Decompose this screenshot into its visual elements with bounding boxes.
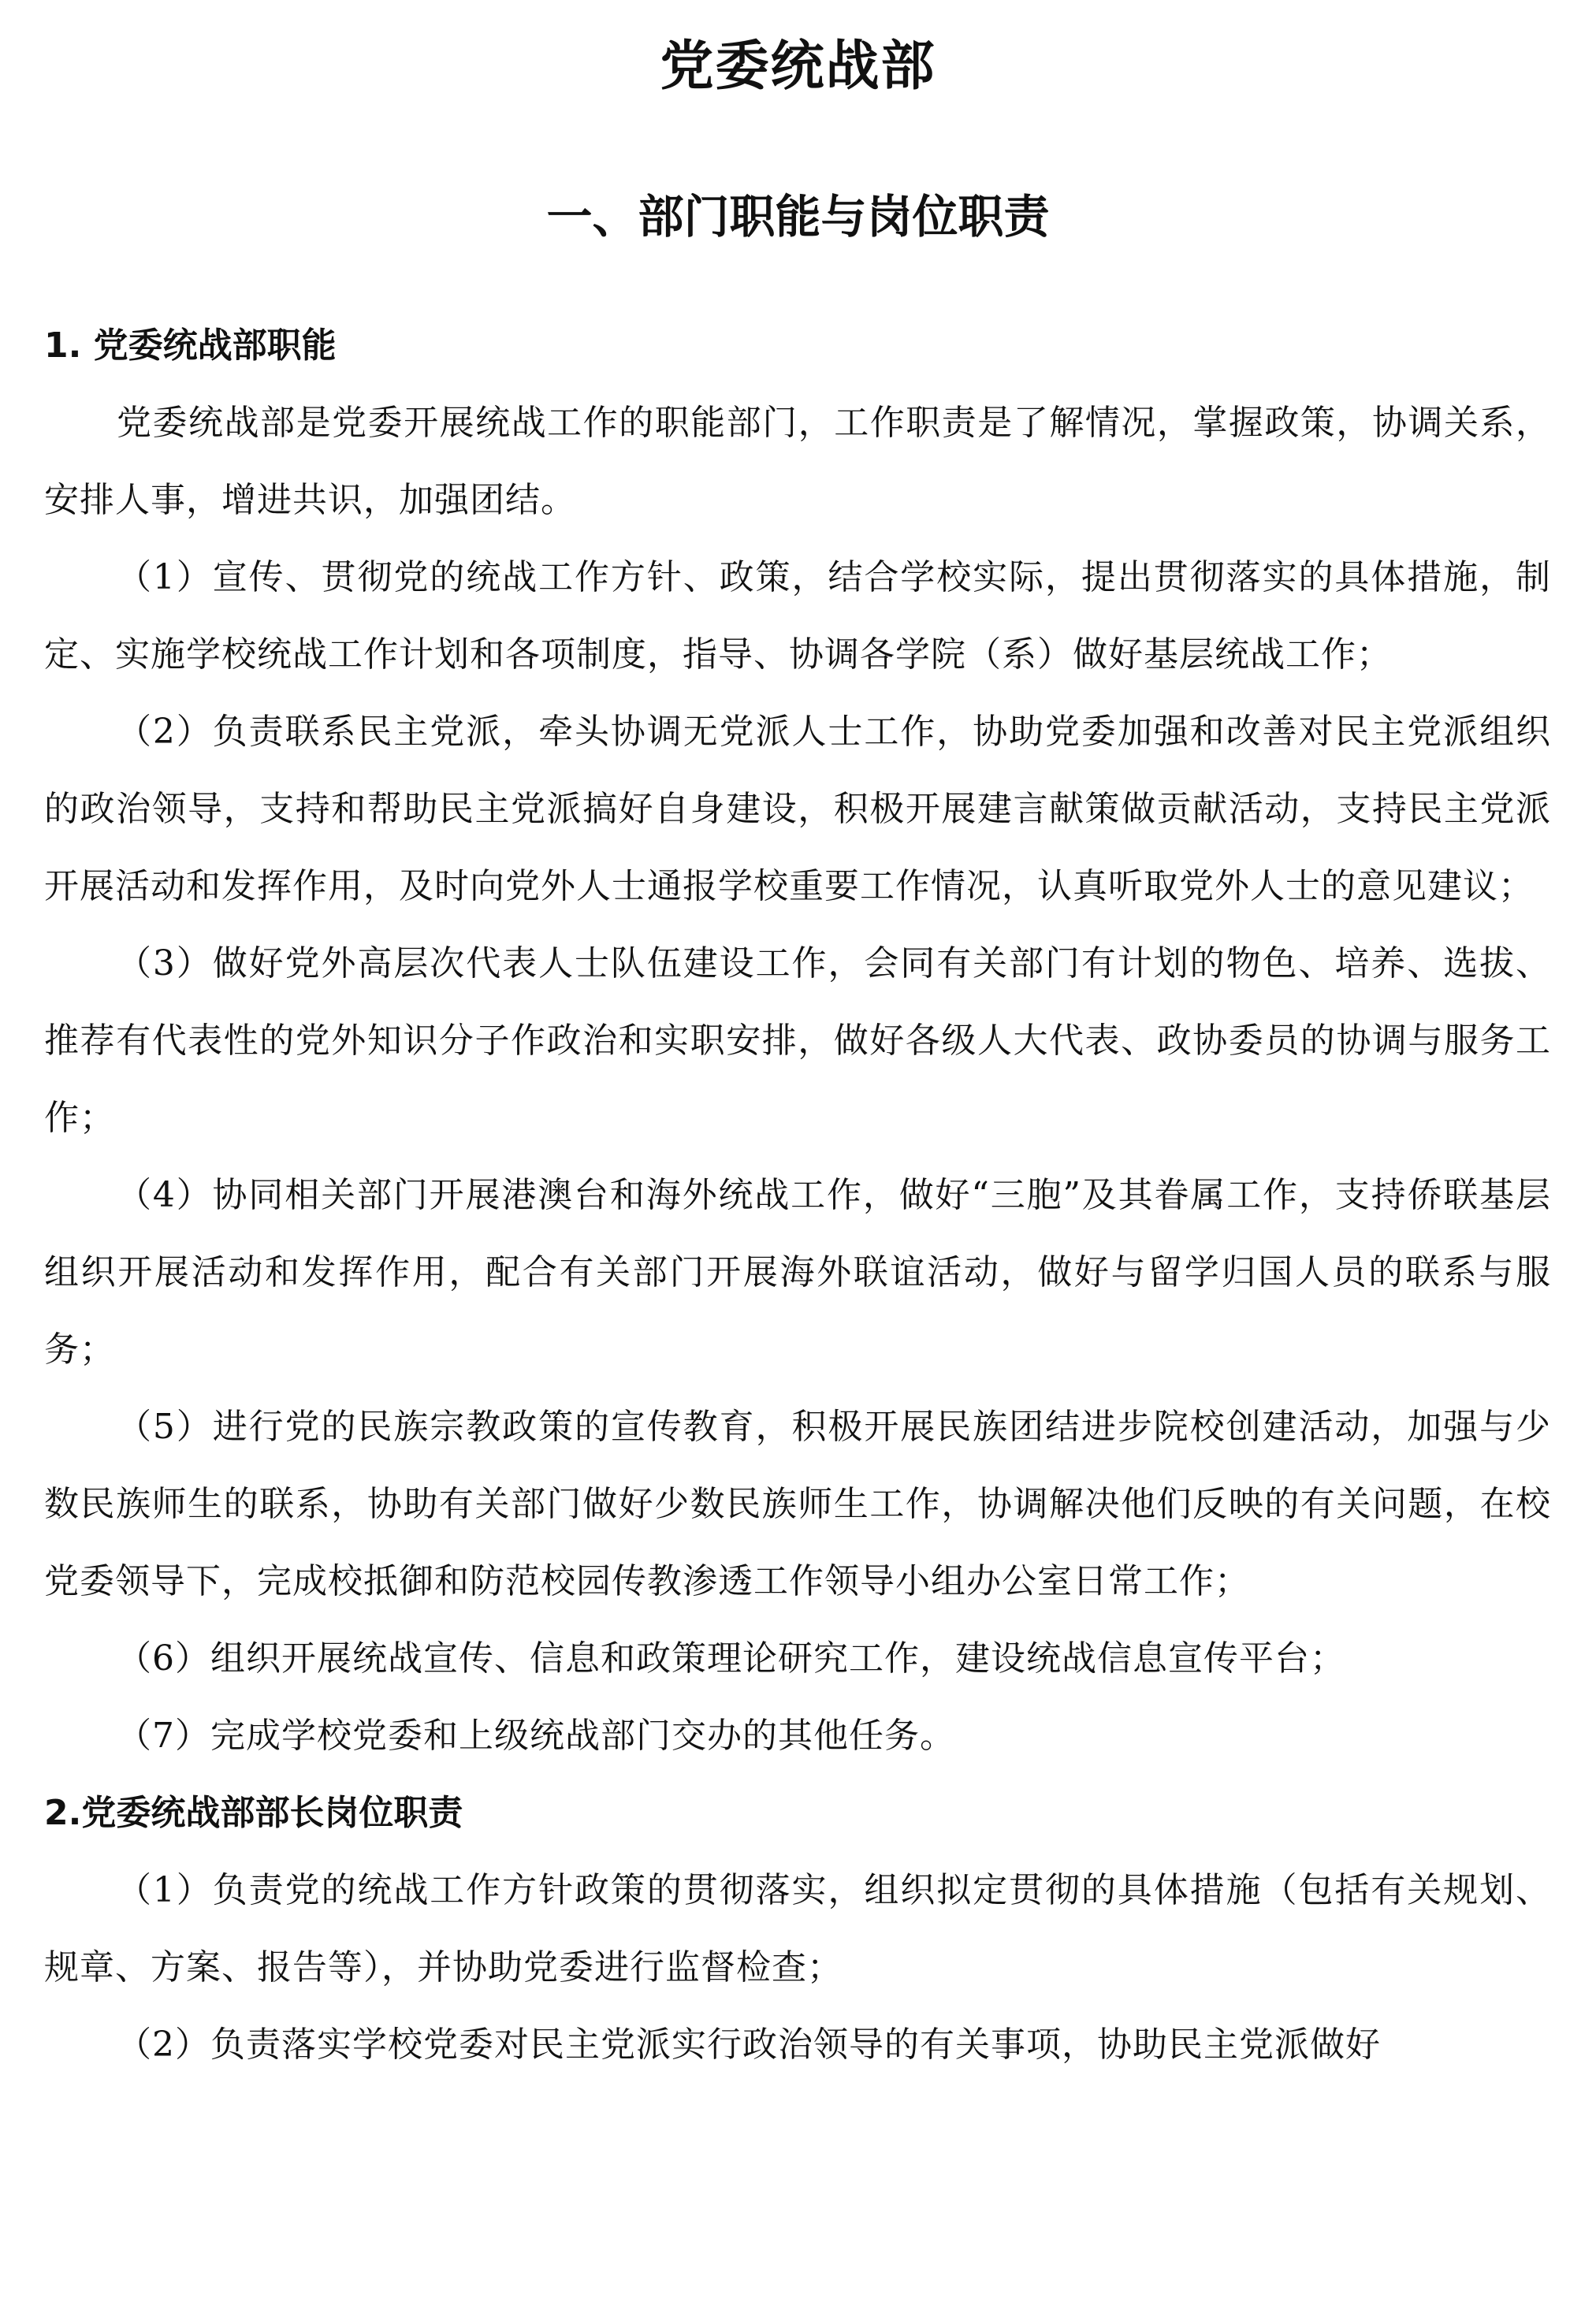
function-item: （5）进行党的民族宗教政策的宣传教育，积极开展民族团结进步院校创建活动，加强与少数民族师生的联系，协助有关部门做好少数民族师生工作，协调解决他们反映的有关问题，在校党委领导下，完成校抵御和防范校园传教渗透工作领导小组办公室日常工作； <box>44 1407 1551 1601</box>
function-item: （7）完成学校党委和上级统战部门交办的其他任务。 <box>117 1716 955 1756</box>
function-item: （2）负责联系民主党派，牵头协调无党派人士工作，协助党委加强和改善对民主党派组织的政治领导，支持和帮助民主党派搞好自身建设，积极开展建言献策做贡献活动，支持民主党派开展活动和发挥作用，及时向党外人士通报学校重要工作情况，认真听取党外人士的意见建议； <box>44 712 1551 906</box>
document-title: 党委统战部 <box>660 35 936 98</box>
section-heading: 一、部门职能与岗位职责 <box>546 190 1050 244</box>
paragraph-intro: 党委统战部是党委开展统战工作的职能部门，工作职责是了解情况，掌握政策，协调关系，安排人事，增进共识，加强团结。 <box>44 403 1551 520</box>
function-item: （6）组织开展统战宣传、信息和政策理论研究工作，建设统战信息宣传平台； <box>117 1638 1345 1679</box>
function-item: （4）协同相关部门开展港澳台和海外统战工作，做好“三胞”及其眷属工作，支持侨联基层组织开展活动和发挥作用，配合有关部门开展海外联谊活动，做好与留学归国人员的联系与服务； <box>44 1175 1551 1370</box>
duty-item: （1）负责党的统战工作方针政策的贯彻落实，组织拟定贯彻的具体措施（包括有关规划、规章、方案、报告等），并协助党委进行监督检查； <box>44 1870 1551 1988</box>
duty-item: （2）负责落实学校党委对民主党派实行政治领导的有关事项，协助民主党派做好 <box>117 2025 1381 2065</box>
document-body <box>44 307 1551 2084</box>
function-item: （3）做好党外高层次代表人士队伍建设工作，会同有关部门有计划的物色、培养、选拔、推荐有代表性的党外知识分子作政治和实职安排，做好各级人大代表、政协委员的协调与服务工作； <box>44 943 1551 1138</box>
function-item: （1）宣传、贯彻党的统战工作方针、政策，结合学校实际，提出贯彻落实的具体措施，制定、实施学校统战工作计划和各项制度，指导、协调各学院（系）做好基层统战工作； <box>44 557 1551 675</box>
subsection-heading-functions: 1. 党委统战部职能 <box>44 325 337 366</box>
subsection-heading-director-duties: 2.党委统战部部长岗位职责 <box>44 1793 463 1833</box>
